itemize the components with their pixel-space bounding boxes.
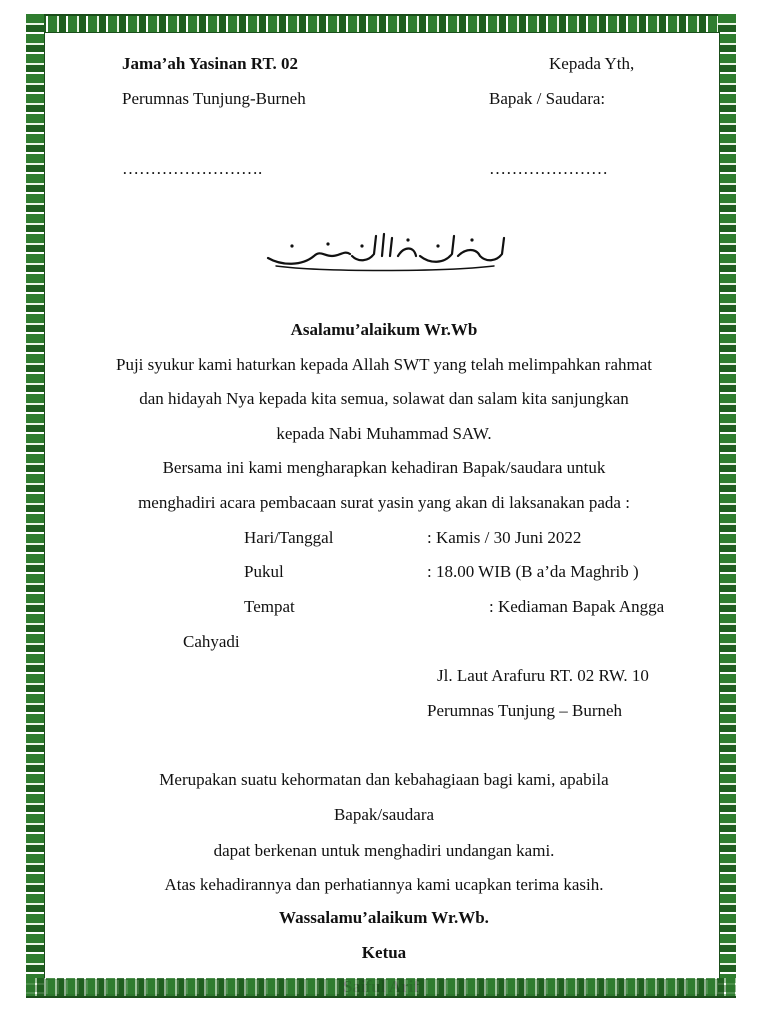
paragraph-line: dan hidayah Nya kepada kita semua, solawat dan salam kita sanjungkan [139, 389, 629, 408]
org-address: Perumnas Tunjung-Burneh [122, 89, 306, 108]
org-name: Jama’ah Yasinan RT. 02 [122, 54, 299, 73]
address-line: Perumnas Tunjung – Burneh [427, 701, 623, 720]
to-label: Kepada Yth, [549, 54, 635, 73]
right-dots: ………………… [489, 159, 608, 178]
day-value: : Kamis / 30 Juni 2022 [427, 528, 582, 547]
place-label: Tempat [244, 597, 295, 616]
greeting: Asalamu’alaikum Wr.Wb [290, 320, 478, 339]
closing-salam: Wassalamu’alaikum Wr.Wb. [279, 908, 489, 927]
closing-line: dapat berkenan untuk menghadiri undangan kami. [213, 841, 555, 860]
day-label: Hari/Tanggal [244, 528, 334, 547]
closing-line: Atas kehadirannya dan perhatiannya kami ucapkan terima kasih. [164, 875, 604, 894]
time-label: Pukul [244, 562, 284, 581]
address-line: Jl. Laut Arafuru RT. 02 RW. 10 [437, 666, 649, 685]
paragraph-line: Puji syukur kami haturkan kepada Allah SWT yang telah melimpahkan rahmat [116, 355, 652, 374]
to-recipient: Bapak / Saudara: [489, 89, 606, 108]
closing-line: Bapak/saudara [333, 805, 435, 824]
place-continued: Cahyadi [183, 632, 240, 651]
paragraph-line: menghadiri acara pembacaan surat yasin yang akan di laksanakan pada : [138, 493, 630, 512]
closing-line: Merupakan suatu kehormatan dan kebahagiaan bagi kami, apabila [159, 770, 609, 789]
paragraph-line: kepada Nabi Muhammad SAW. [276, 424, 492, 443]
place-value: : Kediaman Bapak Angga [489, 597, 665, 616]
time-value: : 18.00 WIB (B a’da Maghrib ) [427, 562, 639, 581]
decorative-border-bottom [26, 978, 736, 998]
paragraph-line: Bersama ini kami mengharapkan kehadiran Bapak/saudara untuk [162, 458, 606, 477]
left-dots: ……………………. [122, 159, 263, 178]
basmalah-calligraphy-icon [262, 226, 508, 272]
signature-role: Ketua [361, 943, 407, 962]
